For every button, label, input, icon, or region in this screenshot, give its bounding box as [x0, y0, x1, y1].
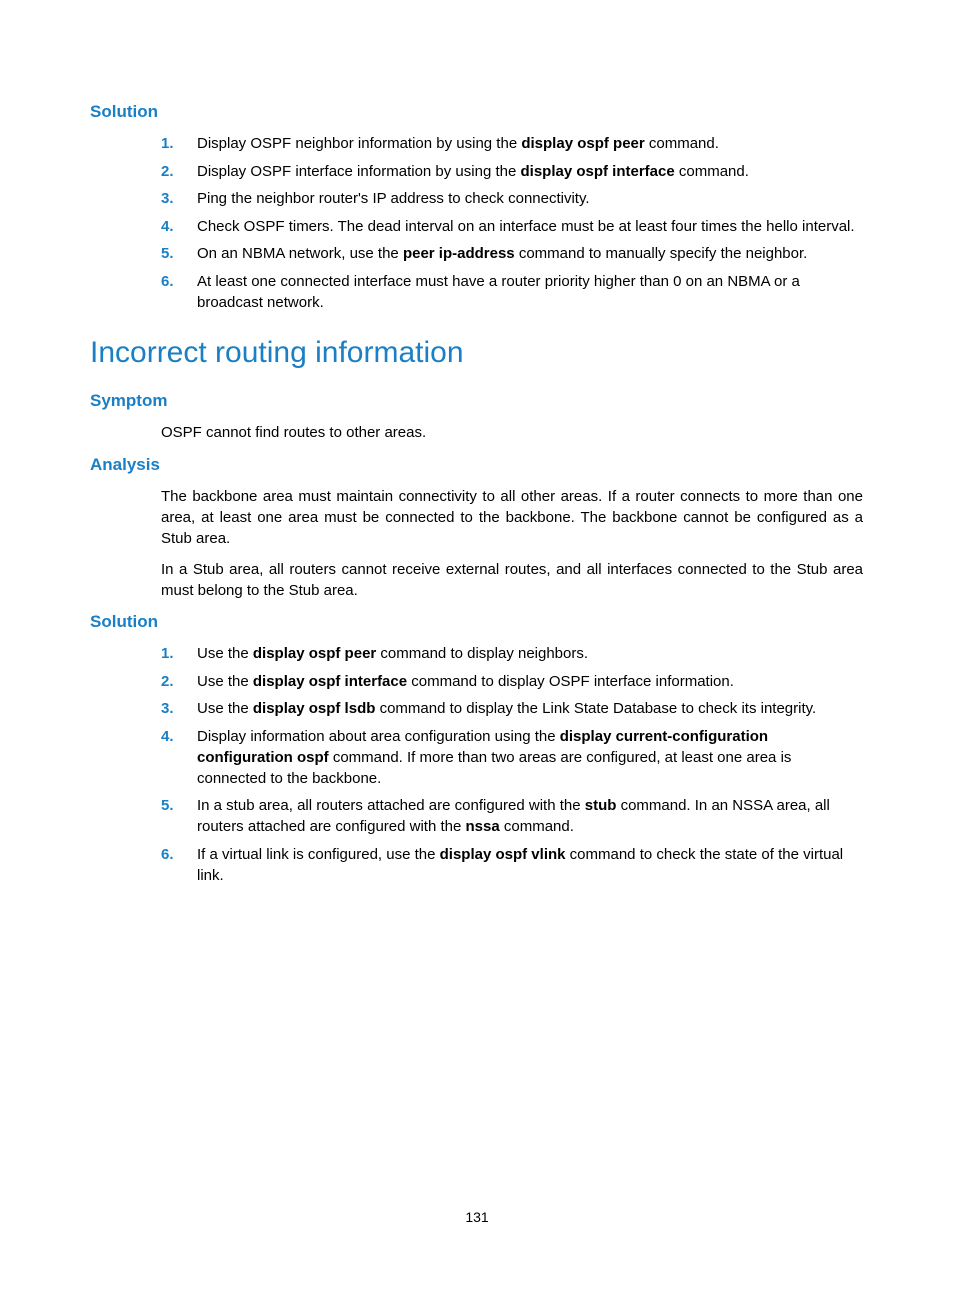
command-keyword: display ospf interface: [252, 672, 408, 690]
list-item-text: Check OSPF timers. The dead interval on an interface must be at least four times the hello interval.: [197, 217, 855, 235]
list-item: [161, 671, 863, 692]
list-item-text: At least one connected interface must have a router priority higher than 0 on an NBMA or a broadcast network.: [197, 272, 800, 311]
list-item-text: command to check the state of the virtual link.: [197, 845, 844, 884]
list-item-text: Display information about area configuration using the: [197, 727, 560, 745]
solution-steps-list: [161, 133, 863, 319]
list-item-text: In a stub area, all routers attached are configured with the: [197, 797, 585, 814]
list-item-number: 6.: [161, 272, 174, 290]
command-keyword: display ospf interface: [520, 162, 675, 180]
command-keyword: display ospf lsdb: [252, 700, 376, 717]
list-item-text: On an NBMA network, use the: [197, 245, 403, 262]
list-item-text: Display OSPF neighbor information by using the: [197, 135, 522, 152]
command-keyword: display ospf peer: [252, 645, 377, 662]
list-item-number: 5.: [161, 245, 174, 262]
list-item: [161, 271, 863, 313]
list-item: [161, 216, 863, 237]
list-item: [161, 698, 863, 719]
list-item-number: 6.: [161, 845, 174, 863]
list-item-number: 3.: [161, 700, 174, 717]
analysis-paragraph-1: The backbone area must maintain connectivity to all other areas. If a router connects to more than one area, at least one area must be connected to the backbone. The backbone cannot be configured as a Stub area.: [161, 488, 863, 547]
list-item-number: 1.: [161, 645, 174, 662]
solution-steps-list-2: [161, 643, 863, 892]
list-item: [161, 643, 863, 664]
list-item-text: Use the: [197, 645, 253, 662]
command-keyword: display current-configuration configuration ospf: [197, 727, 769, 766]
list-item-text: command.: [499, 818, 574, 835]
list-item-text: Use the: [197, 672, 253, 690]
command-keyword: peer ip-address: [402, 245, 515, 262]
section-heading-solution-2: Solution: [90, 612, 158, 631]
list-item-text: command to manually specify the neighbor.: [514, 245, 808, 262]
list-item-number: 2.: [161, 162, 174, 180]
page-title: Incorrect routing information: [90, 336, 464, 369]
list-item: [161, 795, 863, 837]
list-item-text: Display OSPF interface information by using the: [197, 162, 521, 180]
command-keyword: stub: [584, 797, 617, 814]
list-item-text: command. In an NSSA area, all routers attached are configured with the: [197, 797, 830, 835]
list-item-number: 4.: [161, 217, 174, 235]
list-item-number: 2.: [161, 672, 174, 690]
symptom-text: OSPF cannot find routes to other areas.: [161, 424, 427, 441]
list-item-text: command. If more than two areas are configured, at least one area is connected to the backbone.: [197, 748, 792, 787]
list-item-number: 5.: [161, 797, 174, 814]
list-item: [161, 133, 863, 154]
list-item: [161, 844, 863, 886]
list-item-text: Use the: [197, 700, 253, 717]
list-item-text: command to display OSPF interface information.: [407, 672, 734, 690]
analysis-paragraph-2: In a Stub area, all routers cannot receive external routes, and all interfaces connected to the Stub area must belong to the Stub area.: [161, 561, 863, 599]
list-item: [161, 188, 863, 209]
list-item: [161, 243, 863, 264]
page-number: 131: [465, 1209, 489, 1225]
section-heading-analysis: Analysis: [90, 455, 160, 474]
section-heading-solution: Solution: [90, 102, 158, 121]
list-item: [161, 726, 863, 789]
list-item-text: command.: [644, 135, 719, 152]
list-item-number: 4.: [161, 727, 174, 745]
command-keyword: display ospf peer: [521, 135, 645, 152]
list-item-number: 3.: [161, 190, 174, 207]
list-item: [161, 161, 863, 182]
list-item-text: Ping the neighbor router's IP address to check connectivity.: [197, 190, 590, 207]
list-item-text: command to display neighbors.: [376, 645, 589, 662]
list-item-number: 1.: [161, 135, 174, 152]
list-item-text: command.: [674, 162, 749, 180]
command-keyword: nssa: [465, 818, 500, 835]
section-heading-symptom: Symptom: [90, 391, 168, 410]
command-keyword: display ospf vlink: [439, 845, 566, 863]
list-item-text: If a virtual link is configured, use the: [197, 845, 440, 863]
list-item-text: command to display the Link State Database to check its integrity.: [375, 700, 817, 717]
